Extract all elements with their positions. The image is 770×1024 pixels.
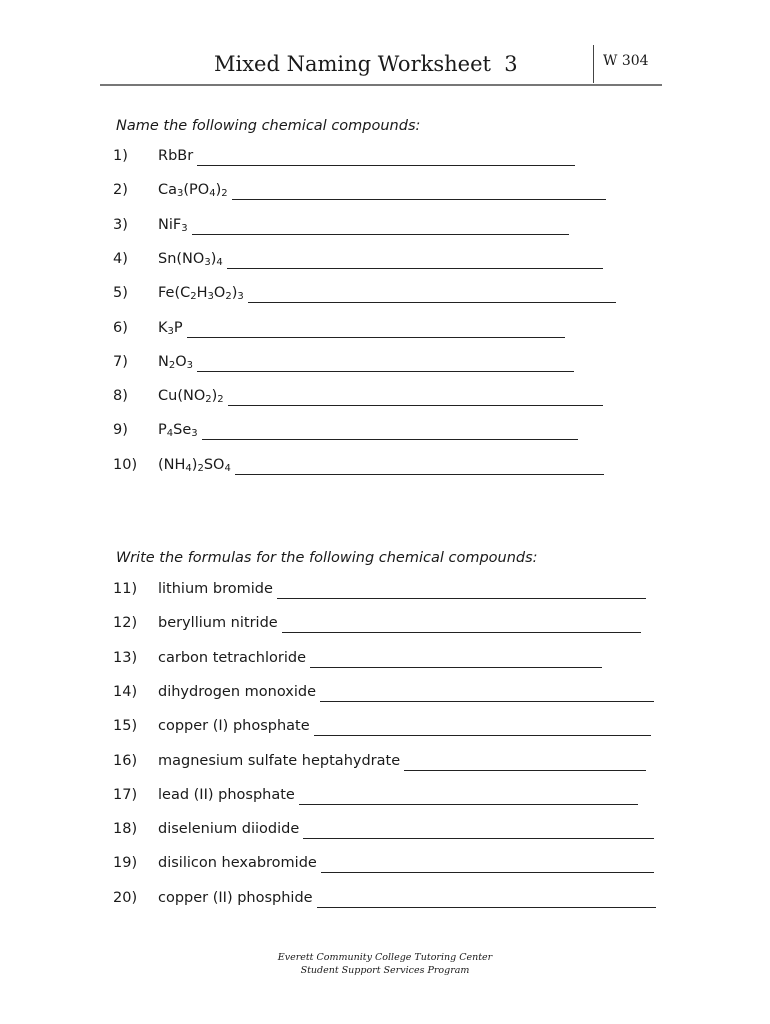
subscript: 4 bbox=[209, 188, 216, 200]
text-part: (NH bbox=[158, 456, 186, 473]
question-item bbox=[0, 354, 770, 374]
question-number: 13) bbox=[113, 649, 138, 666]
subscript: 2 bbox=[197, 462, 204, 474]
question-item bbox=[0, 718, 770, 738]
text-part: ) bbox=[215, 182, 222, 199]
text-part: magnesium sulfate heptahydrate bbox=[158, 752, 401, 769]
question-number: 20) bbox=[113, 889, 138, 906]
question-text bbox=[158, 148, 193, 164]
subscript: 4 bbox=[224, 462, 231, 474]
subscript: 2 bbox=[217, 394, 224, 406]
question-text bbox=[158, 855, 317, 871]
text-part: N bbox=[158, 353, 169, 370]
question-number: 15) bbox=[113, 718, 138, 735]
text-part: O bbox=[213, 285, 226, 302]
question-number: 11) bbox=[113, 581, 138, 597]
question-text bbox=[158, 182, 228, 198]
question-number: 3) bbox=[113, 216, 128, 233]
text-part: lithium bromide bbox=[158, 581, 273, 597]
answer-line[interactable] bbox=[277, 598, 646, 599]
text-part: copper (I) phosphate bbox=[158, 718, 310, 735]
text-part: lead (II) phosphate bbox=[158, 786, 295, 803]
subscript: 3 bbox=[167, 325, 174, 337]
question-number: 5) bbox=[113, 285, 128, 302]
question-item bbox=[0, 615, 770, 635]
header-rule bbox=[100, 84, 662, 86]
question-item bbox=[0, 388, 770, 408]
question-number: 8) bbox=[113, 388, 128, 405]
text-part: Se bbox=[173, 422, 192, 439]
subscript: 3 bbox=[191, 428, 198, 440]
subscript: 3 bbox=[177, 188, 184, 200]
question-text bbox=[158, 684, 316, 700]
text-part: disilicon hexabromide bbox=[158, 855, 317, 872]
text-part: dihydrogen monoxide bbox=[158, 683, 316, 700]
answer-line[interactable] bbox=[299, 804, 638, 805]
text-part: carbon tetrachloride bbox=[158, 649, 307, 666]
answer-line[interactable] bbox=[235, 474, 604, 475]
text-part: P bbox=[158, 422, 167, 439]
question-item bbox=[0, 457, 770, 477]
subscript: 3 bbox=[186, 359, 194, 371]
answer-line[interactable] bbox=[317, 907, 656, 908]
text-part: K bbox=[158, 319, 168, 336]
text-part: Cu(NO bbox=[158, 388, 206, 405]
text-part: Fe(C bbox=[158, 285, 191, 302]
question-number: 12) bbox=[113, 615, 138, 632]
answer-line[interactable] bbox=[320, 701, 654, 702]
section2-instruction: Write the formulas for the following chemical compounds: bbox=[116, 550, 538, 566]
question-item bbox=[0, 581, 770, 601]
answer-line[interactable] bbox=[321, 872, 654, 873]
question-number: 7) bbox=[113, 353, 128, 370]
question-item bbox=[0, 148, 770, 168]
text-part: H bbox=[196, 285, 208, 302]
answer-line[interactable] bbox=[197, 371, 574, 372]
question-item bbox=[0, 251, 770, 271]
question-number: 10) bbox=[113, 456, 138, 473]
question-text bbox=[158, 650, 306, 666]
question-item bbox=[0, 890, 770, 910]
question-number: 2) bbox=[113, 182, 128, 199]
answer-line[interactable] bbox=[248, 302, 616, 303]
question-text bbox=[158, 890, 313, 906]
question-number: 9) bbox=[113, 422, 128, 439]
subscript: 3 bbox=[207, 291, 214, 303]
footer-line-2: Student Support Services Program bbox=[300, 965, 470, 976]
answer-line[interactable] bbox=[404, 770, 646, 771]
answer-line[interactable] bbox=[228, 405, 603, 406]
question-text bbox=[158, 251, 223, 267]
question-item bbox=[0, 422, 770, 442]
answer-line[interactable] bbox=[187, 337, 565, 338]
subscript: 4 bbox=[166, 428, 174, 440]
subscript: 2 bbox=[190, 291, 197, 303]
subscript: 4 bbox=[185, 462, 192, 474]
text-part: Sn(NO bbox=[158, 250, 205, 267]
question-text bbox=[158, 753, 400, 769]
answer-line[interactable] bbox=[202, 439, 578, 440]
text-part: O bbox=[175, 353, 187, 370]
question-item bbox=[0, 182, 770, 202]
question-item bbox=[0, 684, 770, 704]
question-item bbox=[0, 787, 770, 807]
text-part: NiF bbox=[158, 216, 182, 233]
question-text bbox=[158, 422, 198, 438]
question-text bbox=[158, 615, 278, 631]
question-text bbox=[158, 581, 273, 597]
text-part: ) bbox=[191, 456, 198, 473]
text-part: (PO bbox=[183, 182, 210, 199]
question-number: 18) bbox=[113, 821, 138, 838]
text-part: beryllium nitride bbox=[158, 615, 278, 632]
question-item bbox=[0, 320, 770, 340]
question-text bbox=[158, 285, 244, 301]
answer-line[interactable] bbox=[282, 632, 641, 633]
question-number: 19) bbox=[113, 855, 138, 872]
subscript: 2 bbox=[225, 291, 232, 303]
subscript: 3 bbox=[237, 291, 244, 303]
answer-line[interactable] bbox=[197, 165, 575, 166]
question-number: 1) bbox=[113, 148, 128, 164]
answer-line[interactable] bbox=[227, 268, 603, 269]
section1-instruction: Name the following chemical compounds: bbox=[116, 118, 421, 134]
answer-line[interactable] bbox=[310, 667, 602, 668]
subscript: 3 bbox=[181, 222, 188, 234]
text-part: copper (II) phosphide bbox=[158, 889, 313, 906]
answer-line[interactable] bbox=[192, 234, 569, 235]
text-part: ) bbox=[231, 285, 238, 302]
question-number: 6) bbox=[113, 319, 128, 336]
subscript: 4 bbox=[216, 256, 223, 268]
footer-line-1: Everett Community College Tutoring Center bbox=[277, 952, 493, 963]
question-text bbox=[158, 457, 231, 473]
question-item bbox=[0, 821, 770, 841]
text-part: ) bbox=[210, 250, 217, 267]
subscript: 2 bbox=[221, 188, 228, 200]
question-number: 16) bbox=[113, 752, 138, 769]
subscript: 2 bbox=[168, 359, 176, 371]
question-text bbox=[158, 320, 183, 336]
worksheet-code: W 304 bbox=[603, 53, 649, 69]
question-number: 17) bbox=[113, 786, 138, 803]
text-part: SO bbox=[203, 456, 225, 473]
text-part: ) bbox=[211, 388, 218, 405]
text-part: Ca bbox=[158, 182, 178, 199]
question-number: 14) bbox=[113, 683, 138, 700]
question-text bbox=[158, 354, 193, 370]
text-part: diselenium diiodide bbox=[158, 821, 300, 838]
answer-line[interactable] bbox=[303, 838, 654, 839]
answer-line[interactable] bbox=[232, 199, 606, 200]
question-item bbox=[0, 285, 770, 305]
question-item bbox=[0, 753, 770, 773]
subscript: 3 bbox=[204, 256, 211, 268]
text-part: P bbox=[173, 319, 183, 336]
question-item bbox=[0, 650, 770, 670]
question-text bbox=[158, 718, 310, 734]
page-title: Mixed Naming Worksheet 3 bbox=[214, 52, 518, 76]
question-text bbox=[158, 821, 299, 837]
question-text bbox=[158, 787, 295, 803]
question-text bbox=[158, 388, 224, 404]
answer-line[interactable] bbox=[314, 735, 651, 736]
question-text bbox=[158, 217, 188, 233]
subscript: 2 bbox=[205, 394, 212, 406]
question-item bbox=[0, 217, 770, 237]
text-part: RbBr bbox=[158, 148, 194, 164]
question-item bbox=[0, 855, 770, 875]
question-number: 4) bbox=[113, 250, 128, 267]
